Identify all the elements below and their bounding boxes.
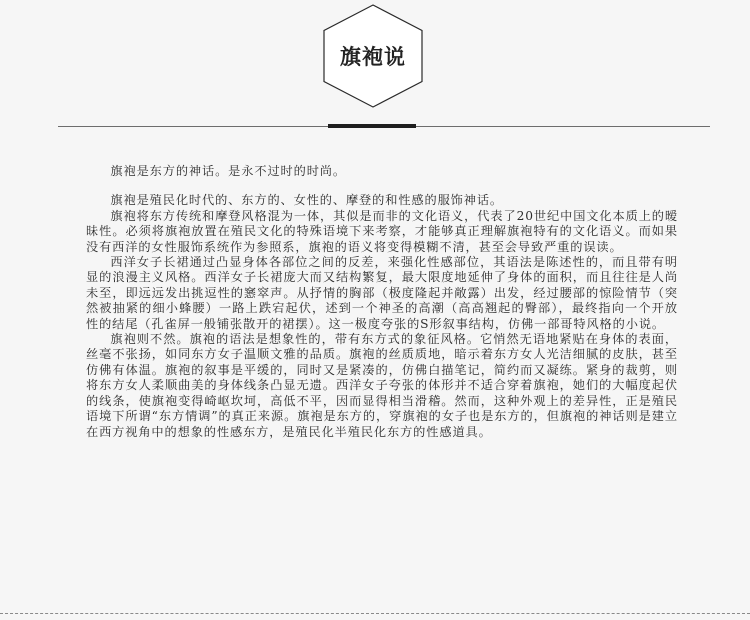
article-body	[86, 164, 678, 440]
article-paragraph-2: 旗袍是殖民化时代的、东方的、女性的、摩登的和性感的服饰神话。	[110, 193, 504, 208]
article-paragraph-4: 西洋女子长裙通过凸显身体各部位之间的反差，来强化性感部位，其语法是陈述性的，而且带有明显的浪漫主义风格。西洋女子长裙庞大而又结构繁复，最大限度地延伸了身体的面积，而且往往是人尚未至，即远远发出挑逗性的窸窣声。从抒情的胸部（极度隆起并敞露）出发，经过腰部的惊险情节（突然被抽紧的细小蜂腰）一路上跌宕起伏，述到一个神圣的高潮（高高翘起的臀部），最终指向一个开放性的结尾（孔雀屏一般铺张散开的裙摆）。这一极度夸张的S形叙事结构，仿佛一部哥特风格的小说。	[86, 255, 678, 331]
article-paragraph-3: 旗袍将东方传统和摩登风格混为一体，其似是而非的文化语义，代表了20世纪中国文化本质上的暧昧性。必须将旗袍放置在殖民文化的特殊语境下来考察，才能够真正理解旗袍特有的文化语义。而如果没有西洋的女性服饰系统作为参照系，旗袍的语义将变得模糊不清，甚至会导致严重的误读。	[86, 208, 678, 254]
article-paragraph-1: 旗袍是东方的神话。是永不过时的时尚。	[110, 164, 346, 178]
page-title: 旗袍说	[340, 44, 406, 69]
footer-dashed-divider	[0, 613, 750, 614]
header-divider-accent	[328, 124, 416, 128]
article-paragraph-5: 旗袍则不然。旗袍的语法是想象性的，带有东方式的象征风格。它悄然无语地紧贴在身体的表面，丝毫不张扬，如同东方女子温顺文雅的品质。旗袍的丝质质地，暗示着东方女人光洁细腻的皮肤，甚至仿佛有体温。旗袍的叙事是平缓的，同时又是紧凑的，仿佛白描笔记，简约而又凝练。紧身的裁剪，则将东方女人柔顺曲美的身体线条凸显无遗。西洋女子夸张的体形并不适合穿着旗袍，她们的大幅度起伏的线条，使旗袍变得崎岖坎坷，高低不平，因而显得相当滑稽。然而，这种外观上的差异性，正是殖民语境下所谓“东方情调”的真正来源。旗袍是东方的，穿旗袍的女子也是东方的，但旗袍的神话则是建立在西方视角中的想象的性感东方，是殖民化半殖民化东方的性感道具。	[86, 332, 678, 439]
